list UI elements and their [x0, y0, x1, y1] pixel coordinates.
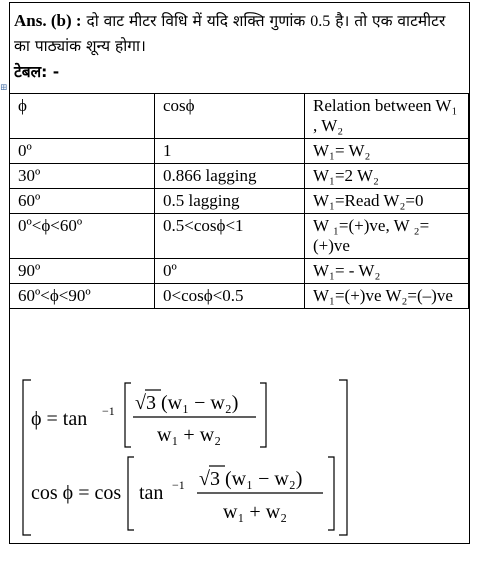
table-header-row — [10, 94, 469, 139]
formula1-den: w₁ + w₂ — [157, 424, 222, 446]
outer-bracket-right — [339, 380, 347, 535]
answer-value: 0.5 — [310, 13, 331, 30]
table-row — [10, 284, 469, 309]
cell-phi: 30º — [10, 164, 155, 189]
cell-relation: W ₁=(+)ve, W ₂=(+)ve — [305, 214, 469, 259]
cell-phi: 0º<ϕ<60º — [10, 214, 155, 259]
cell-relation: W₁=2 W₂ — [305, 164, 469, 189]
answer-label: Ans. (b) : — [14, 11, 82, 30]
cell-phi: 60º<ϕ<90º — [10, 284, 155, 309]
cell-cosphi: 0º — [155, 259, 305, 284]
cell-cosphi: 0.5<cosϕ<1 — [155, 214, 305, 259]
cell-relation: W₁=(+)ve W₂=(–)ve — [305, 284, 469, 309]
cell-cosphi: 0<cosϕ<0.5 — [155, 284, 305, 309]
cell-relation: W₁=Read W₂=0 — [305, 189, 469, 214]
answer-text-part1: दो वाट मीटर विधि में यदि शक्ति गुणांक — [86, 12, 306, 30]
formula1-lhs: ϕ = tan — [31, 408, 88, 430]
bracket2-left — [128, 457, 134, 530]
header-phi: ϕ — [10, 94, 155, 139]
formula2-tan: tan — [139, 482, 164, 504]
cell-cosphi: 0.5 lagging — [155, 189, 305, 214]
cell-phi: 90º — [10, 259, 155, 284]
cell-cosphi: 1 — [155, 139, 305, 164]
formula1-sqrt3: √3 — [135, 392, 156, 414]
cell-relation: W₁= W₂ — [305, 139, 469, 164]
formula-svg — [9, 375, 468, 542]
table-label: टेबल: - — [14, 63, 60, 81]
table-row — [10, 189, 469, 214]
formula1-num: (w₁ − w₂) — [161, 392, 239, 414]
bracket1-right — [260, 383, 266, 447]
cell-phi: 60º — [10, 189, 155, 214]
table-row — [10, 214, 469, 259]
table-row — [10, 139, 469, 164]
header-relation: Relation between W₁ , W₂ — [305, 94, 469, 139]
power-factor-table — [9, 93, 469, 309]
bracket1-left — [125, 383, 131, 447]
bracket2-right — [328, 457, 334, 530]
outer-bracket-left — [23, 380, 31, 535]
table-row — [10, 164, 469, 189]
cell-phi: 0º — [10, 139, 155, 164]
formula2-sup: −1 — [172, 478, 185, 492]
header-cosphi: cosϕ — [155, 94, 305, 139]
formula2-den: w₁ + w₂ — [223, 501, 288, 523]
cell-cosphi: 0.866 lagging — [155, 164, 305, 189]
cell-relation: W₁= - W₂ — [305, 259, 469, 284]
answer-text — [14, 8, 466, 59]
formula2-sqrt3: √3 — [199, 468, 220, 490]
formula1-sup: −1 — [102, 404, 115, 418]
answer-text-part2: है। तो एक वाटमीटर का पाठ्यांक शून्य होगा। — [14, 12, 446, 55]
table-row — [10, 259, 469, 284]
formula2-lhs: cos ϕ = cos — [31, 482, 122, 504]
formula-box — [9, 375, 468, 542]
formula2-num: (w₁ − w₂) — [225, 468, 303, 490]
table-move-handle-icon[interactable]: ⊞ — [0, 83, 8, 93]
